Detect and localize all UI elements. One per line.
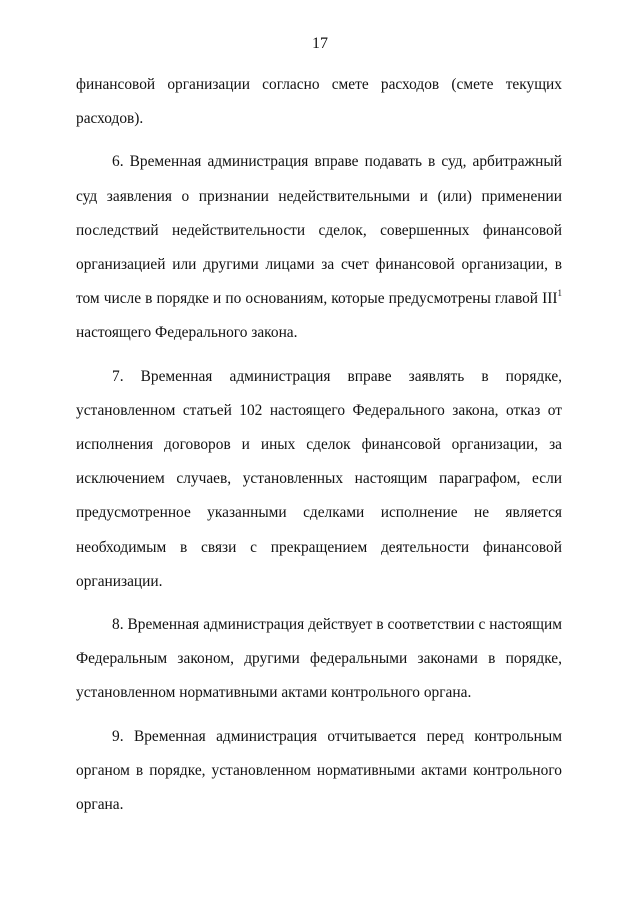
page-number: 17 — [312, 35, 328, 52]
paragraph-8: 8. Временная администрация действует в соответствии с настоящим Федеральным законом, другими федеральными законами в порядке, установленном нормативными актами контрольного органа. — [76, 616, 562, 702]
paragraph-6-text: 6. Временная администрация вправе подавать в суд, арбитражный суд заявления о признании недействительными и (или) применении последствий недействительности сделок, совершенных финансовой организацией или другими лицами за счет финансовой организации, в том числе в порядке и по основаниям, которые предусмотрены главой III — [76, 153, 562, 308]
chapter-superscript: 1 — [557, 288, 562, 299]
paragraph-6-tail: настоящего Федерального закона. — [76, 324, 298, 342]
document-body — [76, 68, 562, 822]
paragraph-7: 7. Временная администрация вправе заявлять в порядке, установленном статьей 102 настоящего Федерального закона, отказ от исполнения договоров и иных сделок финансовой организации, за исключением случаев, установленных настоящим параграфом, если предусмотренное указанными сделками исполнение не является необходимым в связи с прекращением деятельности финансовой организации. — [76, 367, 562, 590]
paragraph-9: 9. Временная администрация отчитывается перед контрольным органом в порядке, установленном нормативными актами контрольного органа. — [76, 727, 562, 814]
paragraph-continuation: финансовой организации согласно смете расходов (смете текущих расходов). — [76, 76, 562, 128]
paragraph-6 — [76, 145, 562, 350]
